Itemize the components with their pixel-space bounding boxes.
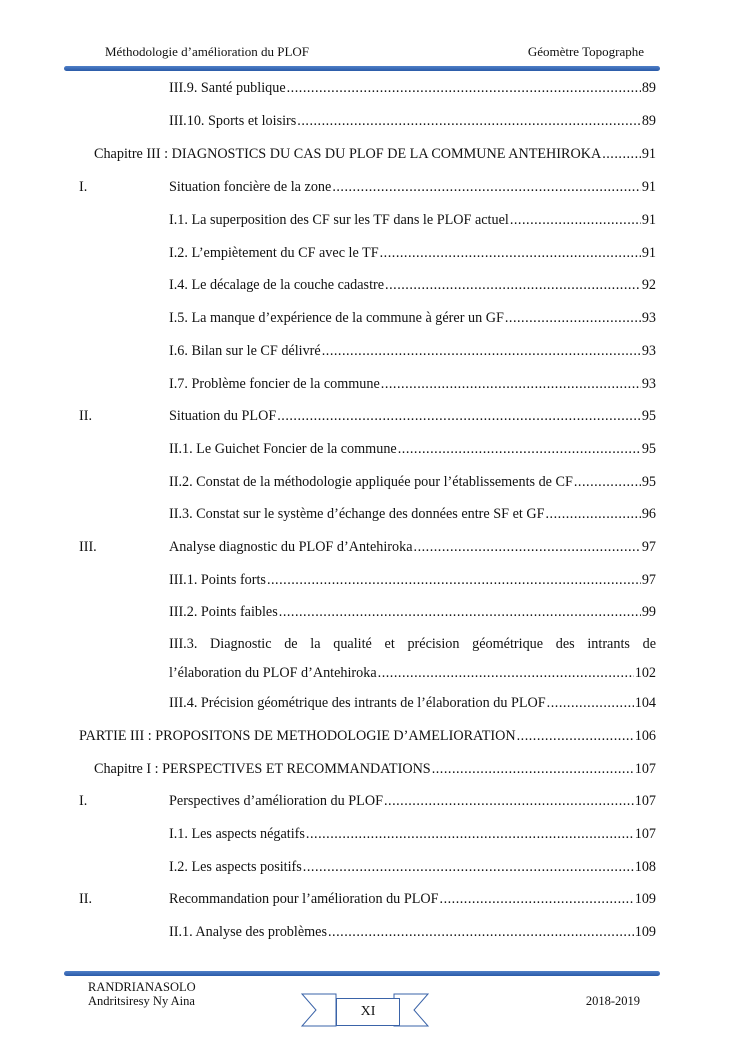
toc-entry-page: 93 (641, 343, 656, 359)
toc-entry-label: I. (79, 793, 88, 809)
toc-entry-page: 89 (641, 113, 656, 129)
toc-entry[interactable] (169, 506, 656, 523)
toc-entry[interactable] (94, 761, 656, 778)
toc-entry-text: II.1. Analyse des problèmes (169, 924, 327, 940)
toc-entry[interactable] (79, 793, 656, 810)
toc-entry[interactable] (169, 212, 656, 229)
toc-entry[interactable] (169, 80, 656, 97)
toc-entry-text: II.3. Constat sur le système d’échange des données entre SF et GF (169, 506, 545, 522)
toc-entry[interactable] (169, 277, 656, 294)
footer-rule (64, 971, 660, 976)
toc-entry-text: II.2. Constat de la méthodologie appliquée pour l’établissements de CF (169, 474, 573, 490)
toc-entry-page: 97 (641, 539, 656, 555)
toc-entry[interactable] (79, 728, 656, 745)
toc-entry-page: 108 (634, 859, 656, 875)
toc-entry[interactable] (94, 146, 656, 163)
toc-entry[interactable] (169, 604, 656, 621)
toc-entry-page: 95 (641, 474, 656, 490)
toc-entry-label: II. (79, 891, 92, 907)
toc-entry-text: II.1. Le Guichet Foncier de la commune (169, 441, 397, 457)
toc-entry[interactable] (79, 539, 656, 556)
toc-entry-page: 91 (641, 212, 656, 228)
toc-entry-text: I.2. L’empiètement du CF avec le TF (169, 245, 379, 261)
toc-entry-text: I.4. Le décalage de la couche cadastre (169, 277, 385, 293)
toc-entry-text: Situation du PLOF (169, 408, 277, 424)
toc-entry-text: Perspectives d’amélioration du PLOF (169, 793, 383, 809)
toc-entry-page: 107 (634, 761, 656, 777)
toc-entry-text: III.10. Sports et loisirs (169, 113, 297, 129)
toc-entry-text: l’élaboration du PLOF d’Antehiroka (169, 665, 377, 681)
toc-entry-text: Recommandation pour l’amélioration du PLOF (169, 891, 439, 907)
toc-entry[interactable] (169, 245, 656, 262)
toc-entry-text: Chapitre III : DIAGNOSTICS DU CAS DU PLOF DE LA COMMUNE ANTEHIROKA (94, 146, 602, 162)
toc-entry-page: 102 (634, 665, 656, 681)
toc-entry-label: II. (79, 408, 92, 424)
toc-entry-text: Situation foncière de la zone (169, 179, 332, 195)
toc-entry-text: Chapitre I : PERSPECTIVES ET RECOMMANDATIONS (94, 761, 431, 777)
toc-entry-text: I.7. Problème foncier de la commune (169, 376, 380, 392)
toc-entry[interactable] (169, 572, 656, 589)
toc-entry-page: 107 (634, 826, 656, 842)
toc-entry-page: 95 (641, 408, 656, 424)
toc-entry-text: III.9. Santé publique (169, 80, 286, 96)
footer-year: 2018-2019 (585, 994, 640, 1008)
toc-entry-text: Analyse diagnostic du PLOF d’Antehiroka (169, 539, 413, 555)
toc-entry-page: 106 (634, 728, 656, 744)
toc-entry[interactable] (169, 376, 656, 393)
toc-entry-page: 91 (641, 179, 656, 195)
toc-entry[interactable] (169, 695, 656, 712)
toc-entry-page: 91 (641, 245, 656, 261)
toc-entry-page: 93 (641, 310, 656, 326)
toc-entry-text: I.2. Les aspects positifs (169, 859, 302, 875)
toc-entry[interactable] (169, 859, 656, 876)
toc-entry-label: I. (79, 179, 88, 195)
toc-entry-text: I.6. Bilan sur le CF délivré (169, 343, 321, 359)
footer-author-surname: RANDRIANASOLO (88, 980, 196, 994)
toc-entry[interactable] (169, 113, 656, 130)
toc-entry-page: 99 (641, 604, 656, 620)
toc-entry-page: 97 (641, 572, 656, 588)
page-number: XI (336, 998, 400, 1026)
toc-entry-text: III.4. Précision géométrique des intrants de l’élaboration du PLOF (169, 695, 546, 711)
toc-entry-page: 109 (634, 924, 656, 940)
toc-entry[interactable] (79, 408, 656, 425)
toc-entry-page: 89 (641, 80, 656, 96)
toc-entry-label: III. (79, 539, 97, 555)
toc-entry-text: I.1. Les aspects négatifs (169, 826, 305, 842)
toc-entry-page: 92 (641, 277, 656, 293)
toc-entry-text: III.3. Diagnostic de la qualité et précision géométrique des intrants de (169, 636, 656, 652)
toc-entry-page: 93 (641, 376, 656, 392)
toc-entry-page: 104 (634, 695, 656, 711)
toc-entry-text: I.5. La manque d’expérience de la commune à gérer un GF (169, 310, 504, 326)
toc-entry-page: 109 (634, 891, 656, 907)
toc-entry[interactable] (169, 630, 656, 688)
header-right: Géomètre Topographe (527, 44, 644, 59)
toc-entry[interactable] (79, 891, 656, 908)
toc-entry-text: PARTIE III : PROPOSITONS DE METHODOLOGIE D’AMELIORATION (79, 728, 516, 744)
toc-entry[interactable] (169, 924, 656, 941)
footer-author-given-names: Andritsiresy Ny Aina (88, 994, 195, 1008)
header-rule (64, 66, 660, 71)
toc-entry-page: 96 (641, 506, 656, 522)
toc-entry-page: 91 (641, 146, 656, 162)
toc-entry-text: III.1. Points forts (169, 572, 266, 588)
header-left: Méthodologie d’amélioration du PLOF (105, 44, 310, 59)
toc-entry-page: 95 (641, 441, 656, 457)
toc-entry-text: I.1. La superposition des CF sur les TF dans le PLOF actuel (169, 212, 509, 228)
toc-entry[interactable] (169, 441, 656, 458)
toc-entry[interactable] (169, 343, 656, 360)
toc-entry[interactable] (169, 826, 656, 843)
toc-entry[interactable] (169, 474, 656, 491)
toc-entry[interactable] (79, 179, 656, 196)
toc-entry[interactable] (169, 310, 656, 327)
toc-entry-page: 107 (634, 793, 656, 809)
toc-entry-text: III.2. Points faibles (169, 604, 278, 620)
